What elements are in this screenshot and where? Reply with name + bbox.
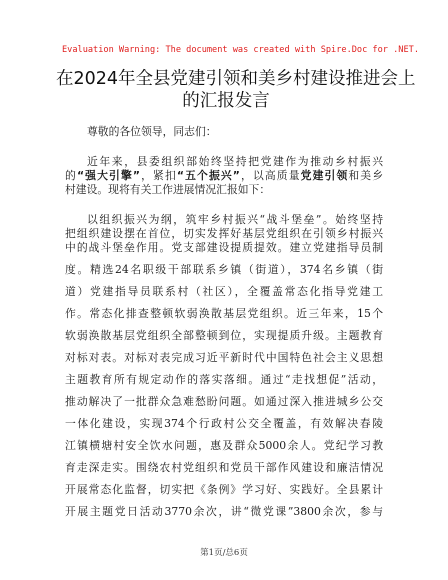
paragraph-1-line-2 <box>65 169 383 183</box>
salutation: 尊敬的各位领导，同志们： <box>87 125 217 138</box>
paragraph-2-line: 开展主题党日活动3770余次，讲“微党课”3800余次，参与 <box>65 505 383 518</box>
paragraph-2-line: 软弱涣散基层党组织全部整顿到位，实现提质升级。主题教育 <box>65 329 383 342</box>
paragraph-2-line: 度。精选24名职级干部联系乡镇（街道），374名乡镇（街 <box>65 263 383 276</box>
text-run: 和美乡 <box>348 169 384 182</box>
paragraph-2-line: 育走深走实。围绕农村党组织和党员干部作风建设和廉洁情况 <box>65 461 383 474</box>
emphasis-party-leading: 党建引领 <box>300 169 349 182</box>
evaluation-warning: Evaluation Warning: The document was created with Spire.Doc for .NET. <box>62 45 419 55</box>
paragraph-2-line: 推动解决了一批群众急难愁盼问题。如通过深入推进城乡公交 <box>65 395 383 408</box>
emphasis-strong-engine: “强大引擎” <box>76 169 140 182</box>
paragraph-2-line: 道）党建指导员联系村（社区），全覆盖常态化指导党建工 <box>65 285 383 298</box>
document-title-line-1: 在2024年全县党建引领和美乡村建设推进会上 <box>56 69 416 89</box>
paragraph-2-line: 一体化建设，实现374个行政村公交全覆盖，有效解决春陵 <box>65 417 383 430</box>
page-number-footer: 第1页/总6页 <box>200 548 248 558</box>
text-run: ，紧扣 <box>139 169 177 182</box>
paragraph-1-line-1: 近年来，县委组织部始终坚持把党建作为推动乡村振兴 <box>87 155 383 168</box>
paragraph-2-line: 主题教育所有规定动作的落实落细。通过“走找想促”活动， <box>65 373 383 386</box>
paragraph-2-line: 江镇横塘村安全饮水问题，惠及群众5000余人。党纪学习教 <box>65 439 383 452</box>
text-run: 的 <box>65 169 77 182</box>
emphasis-five-revitalizations: “五个振兴” <box>176 169 240 182</box>
paragraph-2-line: 把组织建设摆在首位，切实发挥好基层党组织在引领乡村振兴 <box>65 227 383 240</box>
paragraph-2-line: 以组织振兴为纲，筑牢乡村振兴“战斗堡垒”。始终坚持 <box>87 213 383 226</box>
document-title-line-2: 的汇报发言 <box>182 91 270 111</box>
paragraph-2-line: 对标对表。对标对表完成习近平新时代中国特色社会主义思想 <box>65 351 383 364</box>
paragraph-2-line: 开展常态化监督，切实把《条例》学习好、实践好。全县累计 <box>65 483 383 496</box>
paragraph-2-line: 作。常态化排查整顿软弱涣散基层党组织。近三年来，15个 <box>65 307 383 320</box>
text-run: ，以高质量 <box>239 169 301 182</box>
paragraph-1-line-3: 村建设。现将有关工作进展情况汇报如下： <box>65 183 271 196</box>
paragraph-2-line: 中的战斗堡垒作用。党支部建设提质提效。建立党建指导员制 <box>65 241 383 254</box>
